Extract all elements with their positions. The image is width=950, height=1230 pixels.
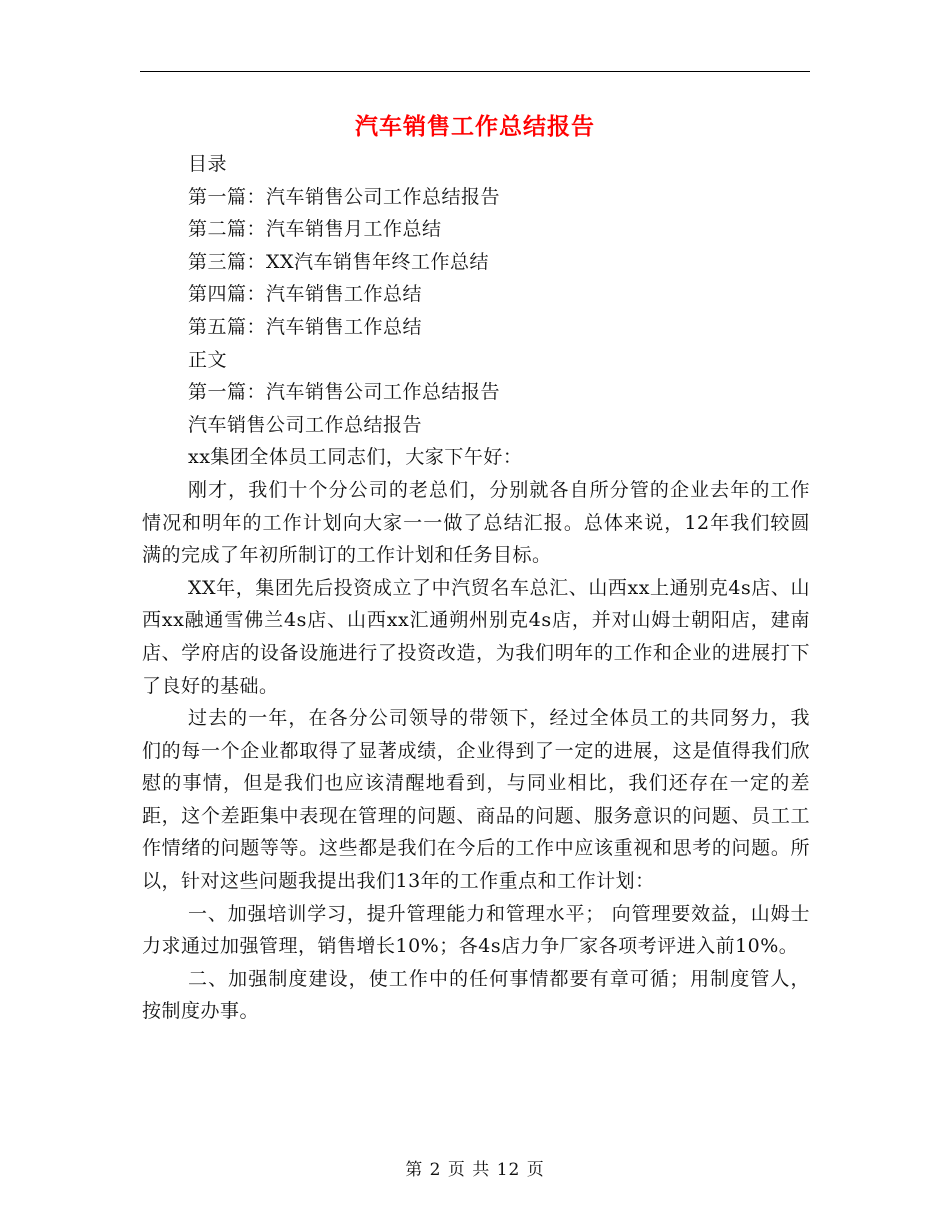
body-heading: 正文 [188, 348, 228, 371]
chapter-title: 汽车销售公司工作总结报告 [188, 413, 423, 436]
paragraph: 过去的一年，在各分公司领导的带领下，经过全体员工的共同努力，我们的每一个企业都取得了显著成绩，企业得到了一定的进展，这是值得我们欣慰的事情，但是我们也应该清醒地看到，与同业相比，我们还存在一定的差距，这个差距集中表现在管理的问题、商品的问题、服务意识的问题、员工工作情绪的问题等等。这些都是我们在今后的工作中应该重视和思考的问题。所以，针对这些问题我提出我们13年的工作重点和工作计划： [142, 707, 810, 893]
paragraph: 刚才，我们十个分公司的老总们，分别就各自所分管的企业去年的工作情况和明年的工作计划向大家一一做了总结汇报。总体来说，12年我们较圆满的完成了年初所制订的工作计划和任务目标。 [142, 478, 810, 567]
paragraph: 一、加强培训学习，提升管理能力和管理水平； 向管理要效益，山姆士力求通过加强管理，销售增长10%；各4s店力争厂家各项考评进入前10%。 [142, 902, 810, 958]
toc-item: 第四篇：汽车销售工作总结 [188, 283, 423, 306]
page-number: 第 2 页 共 12 页 [405, 1160, 545, 1180]
document-body [142, 148, 810, 1028]
paragraph: 二、加强制度建设，使工作中的任何事情都要有章可循；用制度管人，按制度办事。 [142, 967, 810, 1023]
header-rule [140, 71, 810, 72]
toc-item: 第三篇：XX汽车销售年终工作总结 [188, 250, 490, 273]
chapter-heading: 第一篇：汽车销售公司工作总结报告 [188, 381, 501, 404]
greeting: xx集团全体员工同志们，大家下午好： [188, 446, 523, 469]
toc-heading: 目录 [188, 153, 228, 175]
toc-item: 第一篇：汽车销售公司工作总结报告 [188, 185, 501, 208]
paragraph: XX年，集团先后投资成立了中汽贸名车总汇、山西xx上通别克4s店、山西xx融通雪佛兰4s店、山西xx汇通朔州别克4s店，并对山姆士朝阳店，建南店、学府店的设备设施进行了投资改造，为我们明年的工作和企业的进展打下了良好的基础。 [142, 576, 810, 697]
document-title: 汽车销售工作总结报告 [355, 114, 595, 140]
toc-item: 第二篇：汽车销售月工作总结 [188, 218, 442, 241]
toc-item: 第五篇：汽车销售工作总结 [188, 315, 423, 338]
